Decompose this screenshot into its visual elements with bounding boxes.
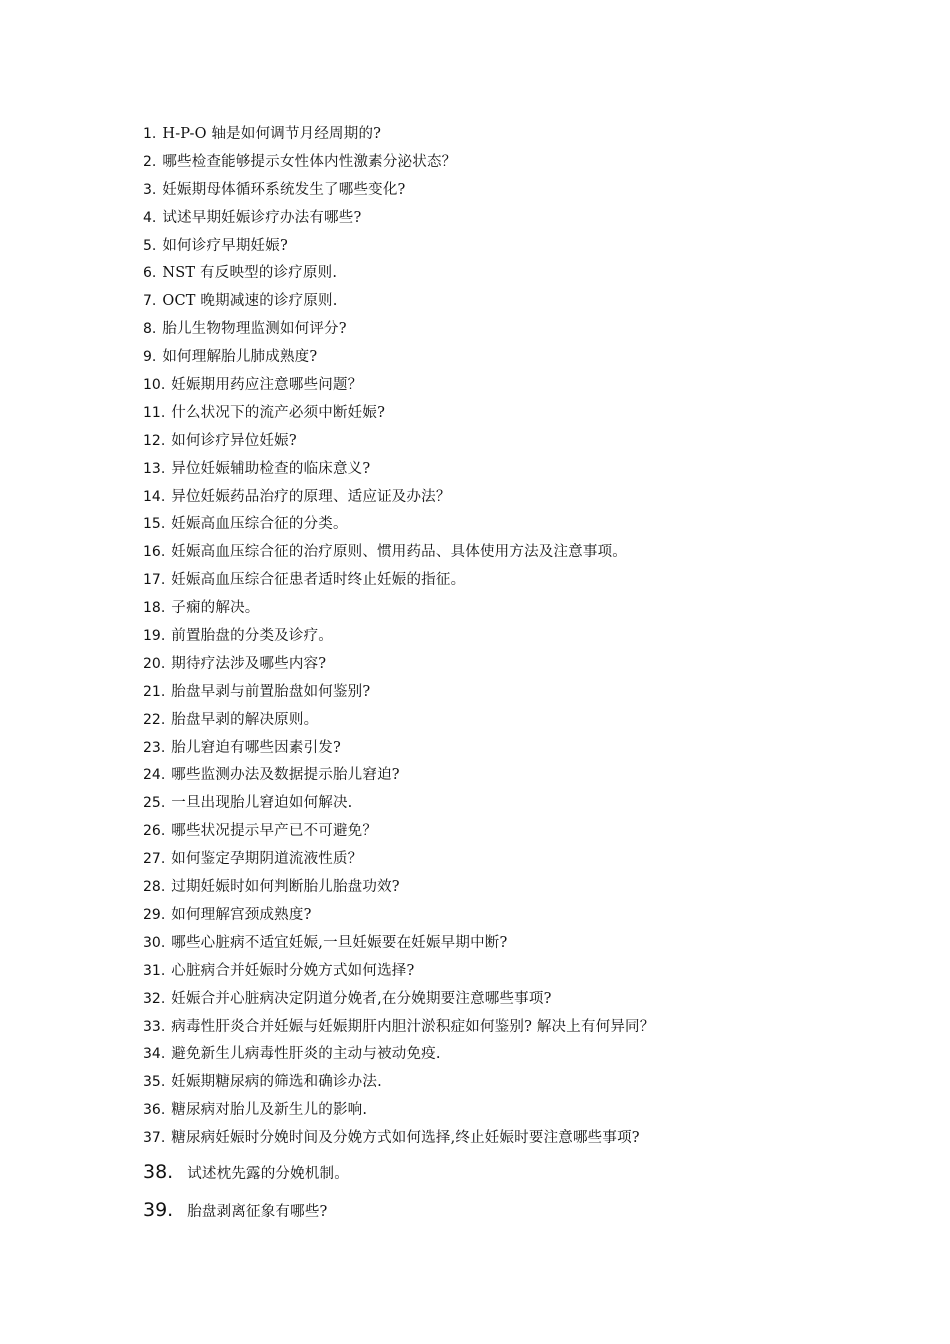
item-text: 胎儿窘迫有哪些因素引发? <box>171 739 341 756</box>
item-text: 期待疗法涉及哪些内容? <box>171 655 327 672</box>
item-text: 如何鉴定孕期阴道流液性质？ <box>171 851 363 868</box>
list-item <box>143 372 923 400</box>
item-text: 过期妊娠时如何判断胎儿胎盘功效? <box>171 879 400 896</box>
item-text: H-P-O 轴是如何调节月经周期的? <box>162 126 382 142</box>
list-item <box>143 1153 923 1191</box>
item-text: 哪些状况提示早产已不可避免？ <box>171 823 378 840</box>
item-text: NST 有反映型的诊疗原则. <box>162 265 338 282</box>
item-number: 9. <box>143 349 157 366</box>
item-number: 31. <box>143 962 166 979</box>
item-number: 35. <box>143 1074 166 1091</box>
list-item <box>143 679 923 707</box>
item-number: 15. <box>143 516 166 533</box>
list-item <box>143 874 923 902</box>
list-item <box>143 986 923 1014</box>
item-number: 30. <box>143 934 166 951</box>
item-number: 33. <box>143 1018 166 1035</box>
item-number: 36. <box>143 1102 166 1119</box>
item-text: 异位妊娠药品治疗的原理、适应证及办法？ <box>171 488 451 505</box>
list-item <box>143 456 923 484</box>
list-item <box>143 177 923 205</box>
item-number: 28. <box>143 879 166 896</box>
item-number: 8. <box>143 321 157 338</box>
item-text: 妊娠期母体循环系统发生了哪些变化? <box>162 181 406 198</box>
item-number: 38. <box>143 1160 174 1183</box>
item-text: 子痫的解决。 <box>171 600 260 617</box>
item-number: 39. <box>143 1198 174 1221</box>
item-number: 37. <box>143 1130 166 1147</box>
item-number: 21. <box>143 683 166 700</box>
list-item <box>143 316 923 344</box>
item-text: 如何诊疗早期妊娠? <box>162 237 288 254</box>
item-number: 14. <box>143 488 166 505</box>
item-number: 29. <box>143 906 166 923</box>
item-number: 23. <box>143 739 166 756</box>
item-number: 32. <box>143 990 166 1007</box>
list-item <box>143 1097 923 1125</box>
list-item <box>143 288 923 316</box>
list-item <box>143 930 923 958</box>
item-text: 妊娠高血压综合征的治疗原则、惯用药品、具体使用方法及注意事项。 <box>171 544 627 561</box>
item-number: 1. <box>143 126 157 142</box>
item-number: 7. <box>143 293 157 310</box>
item-number: 2. <box>143 153 157 170</box>
item-text: 胎儿生物物理监测如何评分? <box>162 321 347 338</box>
item-number: 20. <box>143 655 166 672</box>
item-text: 心脏病合并妊娠时分娩方式如何选择? <box>171 962 415 979</box>
list-item <box>143 1191 923 1229</box>
item-number: 16. <box>143 544 166 561</box>
list-item <box>143 121 923 149</box>
list-item <box>143 1014 923 1042</box>
item-text: 妊娠高血压综合征的分类。 <box>171 516 348 533</box>
item-number: 34. <box>143 1046 166 1063</box>
list-item <box>143 428 923 456</box>
item-text: 哪些检查能够提示女性体内性激素分泌状态？ <box>162 153 457 170</box>
item-number: 19. <box>143 628 166 645</box>
item-text: 妊娠期用药应注意哪些问题？ <box>171 377 363 394</box>
list-item <box>143 567 923 595</box>
list-item <box>143 205 923 233</box>
item-text: 病毒性肝炎合并妊娠与妊娠期肝内胆汁淤积症如何鉴别? 解决上有何异同？ <box>171 1018 655 1035</box>
item-text: 如何诊疗异位妊娠? <box>171 432 297 449</box>
list-item <box>143 1069 923 1097</box>
question-list <box>143 121 923 1229</box>
list-item <box>143 539 923 567</box>
item-text: 避免新生儿病毒性肝炎的主动与被动免疫. <box>171 1046 441 1063</box>
list-item <box>143 344 923 372</box>
list-item <box>143 400 923 428</box>
list-item <box>143 623 923 651</box>
item-text: 如何理解宫颈成熟度? <box>171 906 312 923</box>
item-text: 试述枕先露的分娩机制。 <box>187 1165 349 1182</box>
item-number: 6. <box>143 265 157 282</box>
item-number: 22. <box>143 711 166 728</box>
item-text: 哪些心脏病不适宜妊娠,一旦妊娠要在妊娠早期中断? <box>171 934 508 951</box>
item-number: 26. <box>143 823 166 840</box>
item-text: 胎盘早剥的解决原则。 <box>171 711 319 728</box>
list-item <box>143 484 923 512</box>
list-item <box>143 595 923 623</box>
item-text: 试述早期妊娠诊疗办法有哪些? <box>162 209 362 226</box>
item-text: 哪些监测办法及数据提示胎儿窘迫? <box>171 767 400 784</box>
item-number: 4. <box>143 209 157 226</box>
list-item <box>143 1125 923 1153</box>
list-item <box>143 818 923 846</box>
list-item <box>143 233 923 261</box>
item-number: 11. <box>143 404 166 421</box>
item-number: 10. <box>143 377 166 394</box>
item-number: 3. <box>143 181 157 198</box>
item-number: 27. <box>143 851 166 868</box>
list-item <box>143 707 923 735</box>
item-text: 妊娠高血压综合征患者适时终止妊娠的指征。 <box>171 572 466 589</box>
item-number: 25. <box>143 795 166 812</box>
item-text: 什么状况下的流产必须中断妊娠? <box>171 404 386 421</box>
item-text: 前置胎盘的分类及诊疗。 <box>171 628 333 645</box>
item-number: 5. <box>143 237 157 254</box>
item-text: 糖尿病对胎儿及新生儿的影响. <box>171 1102 368 1119</box>
list-item <box>143 651 923 679</box>
list-item <box>143 511 923 539</box>
item-number: 24. <box>143 767 166 784</box>
list-item <box>143 149 923 177</box>
item-number: 17. <box>143 572 166 589</box>
item-number: 12. <box>143 432 166 449</box>
list-item <box>143 958 923 986</box>
item-text: OCT 晚期减速的诊疗原则. <box>162 293 338 310</box>
item-text: 一旦出现胎儿窘迫如何解决. <box>171 795 353 812</box>
item-number: 18. <box>143 600 166 617</box>
item-text: 胎盘剥离征象有哪些? <box>187 1203 328 1220</box>
item-number: 13. <box>143 460 166 477</box>
list-item <box>143 790 923 818</box>
list-item <box>143 1041 923 1069</box>
list-item <box>143 902 923 930</box>
item-text: 妊娠合并心脏病决定阴道分娩者,在分娩期要注意哪些事项? <box>171 990 552 1007</box>
list-item <box>143 762 923 790</box>
list-item <box>143 735 923 763</box>
item-text: 妊娠期糖尿病的筛选和确诊办法. <box>171 1074 382 1091</box>
item-text: 如何理解胎儿肺成熟度? <box>162 349 318 366</box>
item-text: 异位妊娠辅助检查的临床意义? <box>171 460 371 477</box>
list-item <box>143 846 923 874</box>
item-text: 糖尿病妊娠时分娩时间及分娩方式如何选择,终止妊娠时要注意哪些事项? <box>171 1130 640 1147</box>
item-text: 胎盘早剥与前置胎盘如何鉴别? <box>171 683 371 700</box>
list-item <box>143 260 923 288</box>
